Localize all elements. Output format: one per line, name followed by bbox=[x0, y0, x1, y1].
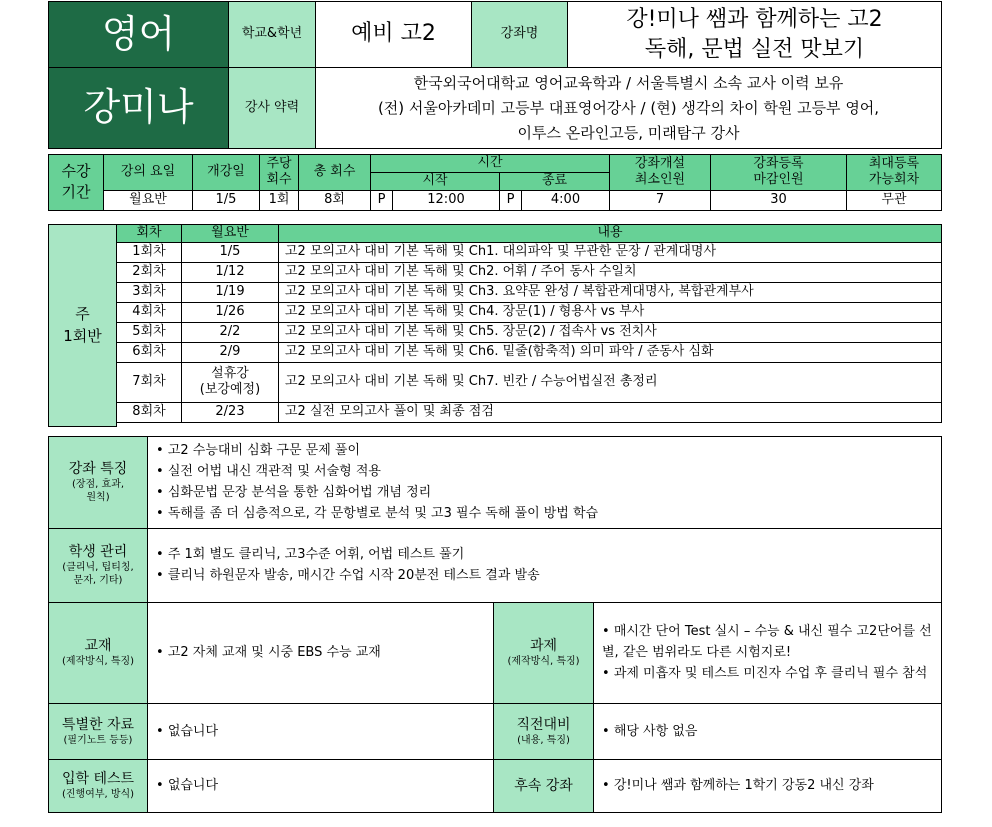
period-label-line: 기간 bbox=[61, 183, 91, 202]
table-row bbox=[49, 242, 942, 262]
features-content bbox=[148, 436, 942, 528]
list-item: • 실전 어법 내신 객관적 및 서술형 적용 bbox=[156, 461, 941, 482]
day-header: 강의 요일 bbox=[104, 155, 193, 191]
school-label: 학교&학년 bbox=[229, 2, 316, 68]
features-label bbox=[49, 436, 148, 528]
min-value: 7 bbox=[610, 190, 711, 210]
start-ampm: P bbox=[371, 190, 393, 210]
list-item: • 심화문법 문장 분석을 통한 심화어법 개념 정리 bbox=[156, 482, 941, 503]
start-time: 12:00 bbox=[393, 190, 500, 210]
max-value: 무관 bbox=[847, 190, 942, 210]
time-start-header: 시작 bbox=[371, 172, 500, 190]
content-cell: 고2 실전 모의고사 풀이 및 최종 점검 bbox=[279, 402, 942, 422]
bio-label: 강사 약력 bbox=[229, 68, 316, 149]
table-row bbox=[49, 362, 942, 402]
content-cell: 고2 모의고사 대비 기본 독해 및 Ch7. 빈칸 / 수능어법실전 총정리 bbox=[279, 362, 942, 402]
schedule-divider bbox=[117, 422, 942, 426]
content-cell: 고2 모의고사 대비 기본 독해 및 Ch3. 요약문 완성 / 복합관계대명사, 복합관계부사 bbox=[279, 282, 942, 302]
entrance-test-sub: (진행여부, 방식) bbox=[61, 789, 135, 801]
table-row bbox=[49, 262, 942, 282]
weekly-value: 1회 bbox=[260, 190, 299, 210]
max-header-line: 가능회차 bbox=[868, 172, 920, 188]
list-item: • 매시간 단어 Test 실시 – 수능 & 내신 필수 고2단어를 선별, 같은 범위라도 다른 시험지로! bbox=[602, 621, 941, 663]
list-item: • 클리닉 하원문자 발송, 매시간 수업 시작 20분전 테스트 결과 발송 bbox=[156, 565, 941, 586]
weekly-header bbox=[260, 155, 299, 191]
final-prep-label bbox=[494, 703, 594, 759]
course-title bbox=[568, 2, 942, 68]
final-prep-title: 직전대비 bbox=[516, 716, 571, 733]
features-sub: (장점, 효과, bbox=[71, 479, 125, 491]
session-cell: 3회차 bbox=[117, 282, 182, 302]
homework-title: 과제 bbox=[529, 638, 558, 655]
weekly-header-line: 회수 bbox=[266, 172, 292, 188]
features-title: 강좌 특징 bbox=[68, 461, 128, 478]
course-title-line: 독해, 문법 실전 맛보기 bbox=[644, 36, 865, 62]
list-item: • 고2 자체 교재 및 시중 EBS 수능 교재 bbox=[156, 642, 493, 663]
course-label: 강좌명 bbox=[472, 2, 568, 68]
bio-line: 이투스 온라인고등, 미래탐구 강사 bbox=[517, 123, 740, 142]
list-item: • 없습니다 bbox=[156, 721, 493, 742]
side-label-line: 1회반 bbox=[63, 327, 102, 346]
end-ampm: P bbox=[500, 190, 522, 210]
total-value: 8회 bbox=[299, 190, 371, 210]
date-cell: 2/9 bbox=[182, 342, 279, 362]
homework-label bbox=[494, 602, 594, 703]
content-cell: 고2 모의고사 대비 기본 독해 및 Ch5. 장문(2) / 접속사 vs 전치사 bbox=[279, 322, 942, 342]
final-prep-sub: (내용, 특징) bbox=[517, 734, 570, 746]
deadline-header bbox=[711, 155, 847, 191]
date-cell: 1/19 bbox=[182, 282, 279, 302]
end-time: 4:00 bbox=[522, 190, 610, 210]
date-line: (보강예정) bbox=[199, 382, 261, 398]
session-cell: 7회차 bbox=[117, 362, 182, 402]
management-sub: 문자, 기타) bbox=[73, 575, 123, 587]
followup-content bbox=[594, 759, 942, 812]
list-item: • 해당 사항 없음 bbox=[602, 721, 941, 742]
textbook-sub: (제작방식, 특징) bbox=[61, 656, 135, 668]
details-table bbox=[48, 436, 942, 813]
deadline-header-line: 강좌등록 bbox=[753, 155, 804, 171]
weekly-header-line: 주당 bbox=[266, 155, 292, 171]
max-header-line: 최대등록 bbox=[868, 155, 920, 171]
list-item: • 과제 미흡자 및 테스트 미진자 수업 후 클리닉 필수 참석 bbox=[602, 663, 941, 684]
total-header: 총 회수 bbox=[299, 155, 371, 191]
management-label bbox=[49, 528, 148, 602]
period-label bbox=[49, 155, 104, 211]
list-item: • 독해를 좀 더 심층적으로, 각 문항별로 분석 및 고3 필수 독해 풀이 방법 학습 bbox=[156, 503, 941, 524]
content-cell: 고2 모의고사 대비 기본 독해 및 Ch2. 어휘 / 주어 동사 수일치 bbox=[279, 262, 942, 282]
content-header: 내용 bbox=[279, 224, 942, 242]
table-row bbox=[49, 342, 942, 362]
time-end-header: 종료 bbox=[500, 172, 610, 190]
textbook-title: 교재 bbox=[84, 638, 112, 655]
session-cell: 5회차 bbox=[117, 322, 182, 342]
homework-content bbox=[594, 602, 942, 703]
session-header: 회차 bbox=[117, 224, 182, 242]
materials-label bbox=[49, 703, 148, 759]
table-row bbox=[49, 402, 942, 422]
features-sub: 원칙) bbox=[86, 492, 110, 504]
teacher-name: 강미나 bbox=[49, 68, 229, 149]
subject-title: 영어 bbox=[49, 2, 229, 68]
schedule-table bbox=[48, 224, 942, 427]
period-label-line: 수강 bbox=[61, 162, 91, 181]
management-title: 학생 관리 bbox=[68, 544, 128, 561]
date-cell: 2/2 bbox=[182, 322, 279, 342]
materials-sub: (필기노트 등등) bbox=[63, 734, 133, 746]
entrance-test-content bbox=[148, 759, 494, 812]
grade-value: 예비 고2 bbox=[316, 2, 472, 68]
list-item: • 고2 수능대비 심화 구문 문제 풀이 bbox=[156, 440, 941, 461]
deadline-header-line: 마감인원 bbox=[753, 172, 804, 188]
materials-title: 특별한 자료 bbox=[61, 716, 135, 733]
table-row bbox=[49, 282, 942, 302]
table-row bbox=[49, 322, 942, 342]
bio-line: 한국외국어대학교 영어교육학과 / 서울특별시 소속 교사 이력 보유 bbox=[413, 73, 844, 92]
entrance-test-label bbox=[49, 759, 148, 812]
list-item: • 없습니다 bbox=[156, 775, 493, 796]
time-header: 시간 bbox=[371, 155, 610, 173]
date-cell bbox=[182, 362, 279, 402]
header-table bbox=[48, 1, 942, 149]
period-table bbox=[48, 154, 942, 211]
side-label-line: 주 bbox=[75, 305, 90, 324]
start-date-header: 개강일 bbox=[193, 155, 260, 191]
management-sub: (클리닉, 팁티칭, bbox=[62, 562, 134, 574]
table-row bbox=[49, 302, 942, 322]
session-cell: 4회차 bbox=[117, 302, 182, 322]
content-cell: 고2 모의고사 대비 기본 독해 및 Ch6. 밑줄(함축적) 의미 파악 / 준동사 심화 bbox=[279, 342, 942, 362]
list-item: • 강!미나 쌤과 함께하는 1학기 강동2 내신 강좌 bbox=[602, 775, 941, 796]
min-header-line: 강좌개설 bbox=[634, 155, 686, 171]
date-line: 설휴강 bbox=[211, 365, 249, 381]
content-cell: 고2 모의고사 대비 기본 독해 및 Ch1. 대의파악 및 무관한 문장 / 관계대명사 bbox=[279, 242, 942, 262]
date-cell: 1/5 bbox=[182, 242, 279, 262]
list-item: • 주 1회 별도 클리닉, 고3수준 어휘, 어법 테스트 풀기 bbox=[156, 544, 941, 565]
textbook-label bbox=[49, 602, 148, 703]
session-cell: 1회차 bbox=[117, 242, 182, 262]
max-header bbox=[847, 155, 942, 191]
entrance-test-title: 입학 테스트 bbox=[61, 771, 135, 788]
date-cell: 1/26 bbox=[182, 302, 279, 322]
schedule-side-label bbox=[49, 224, 117, 426]
final-prep-content bbox=[594, 703, 942, 759]
content-cell: 고2 모의고사 대비 기본 독해 및 Ch4. 장문(1) / 형용사 vs 부사 bbox=[279, 302, 942, 322]
date-header: 월요반 bbox=[182, 224, 279, 242]
homework-sub: (제작방식, 특징) bbox=[507, 656, 580, 668]
materials-content bbox=[148, 703, 494, 759]
min-header-line: 최소인원 bbox=[634, 172, 686, 188]
teacher-bio bbox=[316, 68, 942, 149]
bio-line: (전) 서울아카데미 고등부 대표영어강사 / (현) 생각의 차이 학원 고등부 영어, bbox=[377, 98, 880, 117]
date-cell: 1/12 bbox=[182, 262, 279, 282]
session-cell: 2회차 bbox=[117, 262, 182, 282]
min-header bbox=[610, 155, 711, 191]
course-sheet bbox=[48, 0, 941, 813]
start-date-value: 1/5 bbox=[193, 190, 260, 210]
date-cell: 2/23 bbox=[182, 402, 279, 422]
followup-label: 후속 강좌 bbox=[494, 759, 594, 812]
course-title-line: 강!미나 쌤과 함께하는 고2 bbox=[626, 6, 883, 32]
deadline-value: 30 bbox=[711, 190, 847, 210]
session-cell: 8회차 bbox=[117, 402, 182, 422]
day-value: 월요반 bbox=[104, 190, 193, 210]
session-cell: 6회차 bbox=[117, 342, 182, 362]
textbook-content bbox=[148, 602, 494, 703]
management-content bbox=[148, 528, 942, 602]
